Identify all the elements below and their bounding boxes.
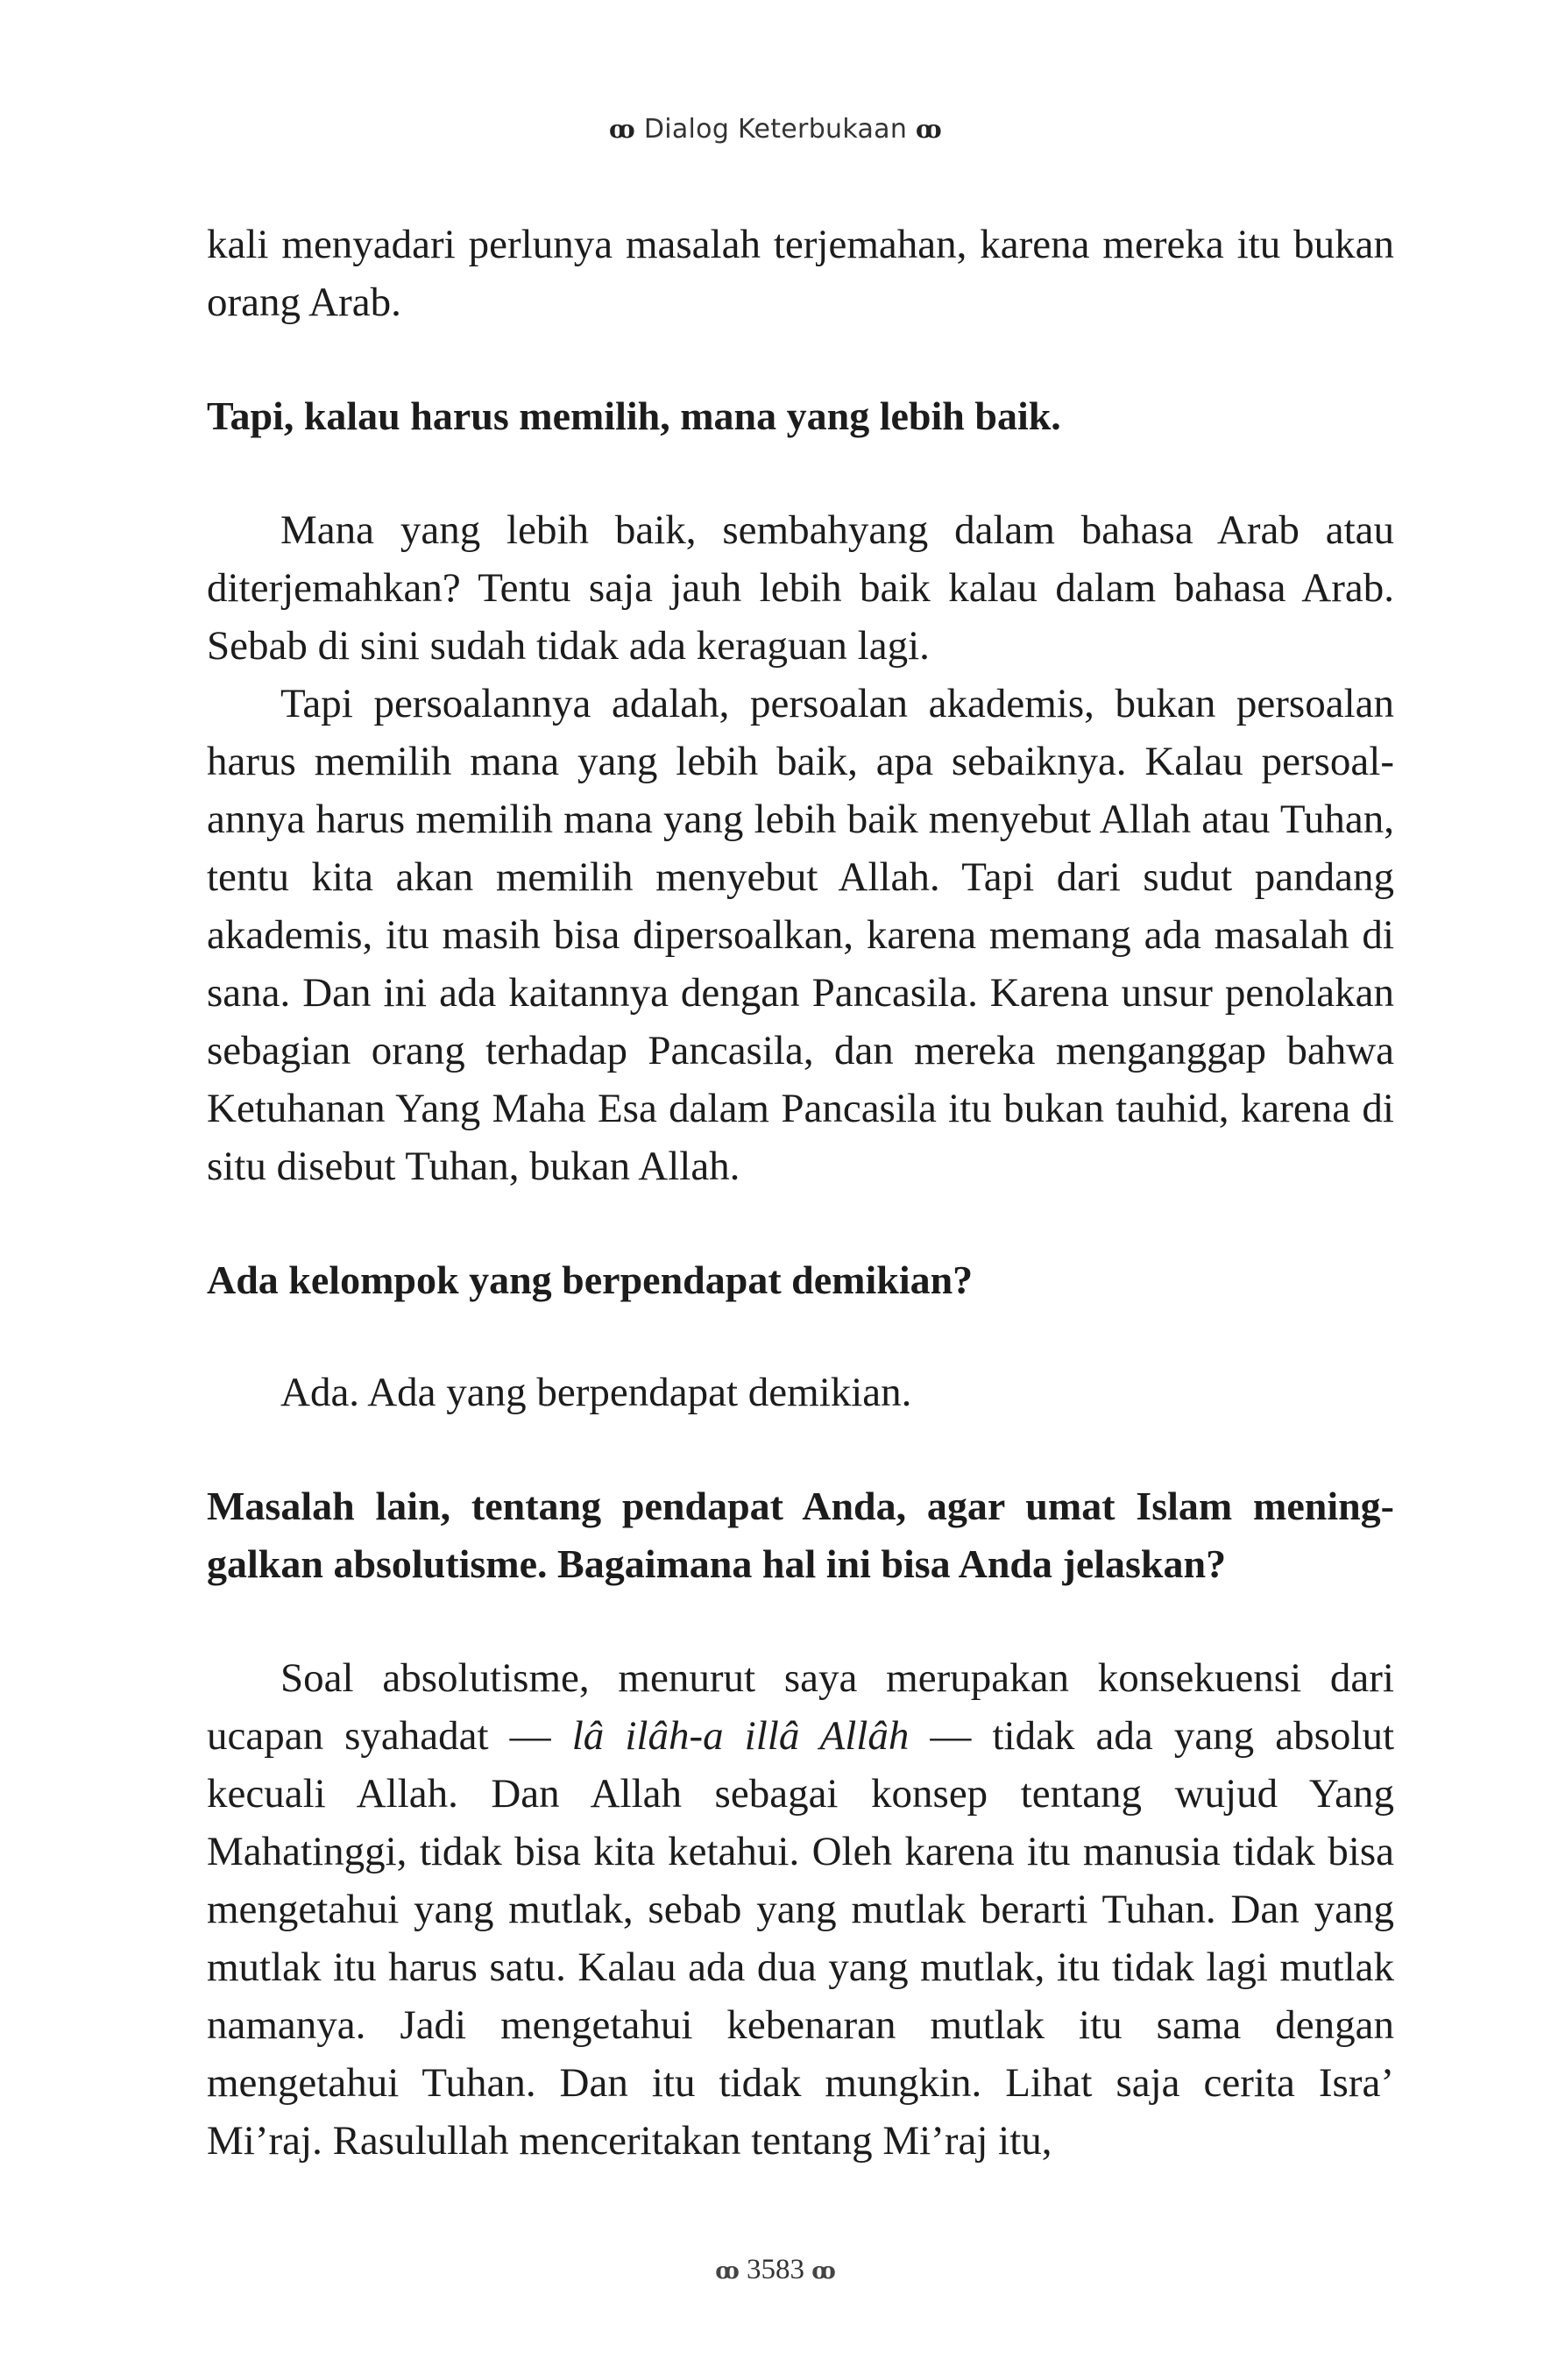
paragraph-continuation: kali menyadari perlunya masalah terjemahan, karena mereka itu bukan orang Arab. — [207, 222, 1394, 325]
ornament-right-icon: ꝏ — [916, 115, 943, 144]
ornament-right-icon: ꝏ — [811, 2258, 836, 2284]
paragraph-gap — [207, 331, 1394, 387]
paragraph-gap — [207, 1593, 1394, 1649]
running-header — [0, 114, 1551, 145]
paragraph-gap — [207, 1309, 1394, 1364]
interview-question: Ada kelompok yang berpendapat demikian? — [207, 1257, 974, 1302]
shahada-italic-text: lâ ilâh-a illâ Allâh — [571, 1713, 910, 1759]
answer-paragraph: Mana yang lebih baik, sembahyang dalam bahasa Arab atau diterjemahkan? Tentu saja jauh lebih baik kalau dalam bahasa Arab. Sebab di sini sudah tidak ada keraguan lagi. — [207, 507, 1394, 669]
answer-paragraph: Ada. Ada yang berpendapat demikian. — [280, 1370, 912, 1415]
page-number: 3583 — [747, 2254, 804, 2285]
page-folio — [0, 2254, 1551, 2286]
answer-paragraph: Tapi persoalannya adalah, persoalan akademis, bukan persoalan harus memilih mana yang lebih baik, apa sebaiknya. Kalau persoal-annya harus memilih mana yang lebih baik menyebut Allah atau Tuhan, tentu kita akan memilih menyebut Allah. Tapi dari sudut pandang akademis, itu masih bisa dipersoalkan, karena memang ada masalah di sana. Dan ini ada kaitannya dengan Pancasila. Karena unsur penolakan sebagian orang terhadap Pancasila, dan mereka menganggap bahwa Ketuhanan Yang Maha Esa dalam Pancasila itu bukan tauhid, karena di situ disebut Tuhan, bukan Allah. — [207, 681, 1394, 1189]
ornament-left-icon: ꝏ — [715, 2258, 740, 2284]
interview-question: Tapi, kalau harus memilih, mana yang lebih baik. — [207, 393, 1061, 438]
answer-text: Soal absolutisme, menurut saya merupakan konsekuensi dari ucapan syahadat — — [207, 1655, 1394, 1759]
paragraph-gap — [207, 1421, 1394, 1477]
answer-text: — tidak ada yang absolut kecuali Allah. Dan Allah sebagai konsep tentang wujud Yang Mahatinggi, tidak bisa kita ketahui. Oleh karena itu manusia tidak bisa mengetahui yang mutlak, sebab yang mutlak berarti Tuhan. Dan yang mutlak itu harus satu. Kalau ada dua yang mutlak, itu tidak lagi mutlak namanya. Jadi mengetahui kebenaran mutlak itu sama dengan mengetahui Tuhan. Dan itu tidak mungkin. Lihat saja cerita Isra’ Mi’raj. Rasulullah menceritakan tentang Mi’raj itu, — [207, 1713, 1395, 2164]
running-header-title: Dialog Keterbukaan — [643, 114, 908, 145]
paragraph-gap — [207, 1195, 1394, 1251]
interview-question: Masalah lain, tentang pendapat Anda, agar umat Islam mening-galkan absolutisme. Bagaimana hal ini bisa Anda jelaskan? — [207, 1484, 1394, 1586]
answer-paragraph — [207, 1649, 1394, 2170]
ornament-left-icon: ꝏ — [608, 115, 635, 144]
page-body — [207, 216, 1394, 2170]
paragraph-gap — [207, 445, 1394, 501]
